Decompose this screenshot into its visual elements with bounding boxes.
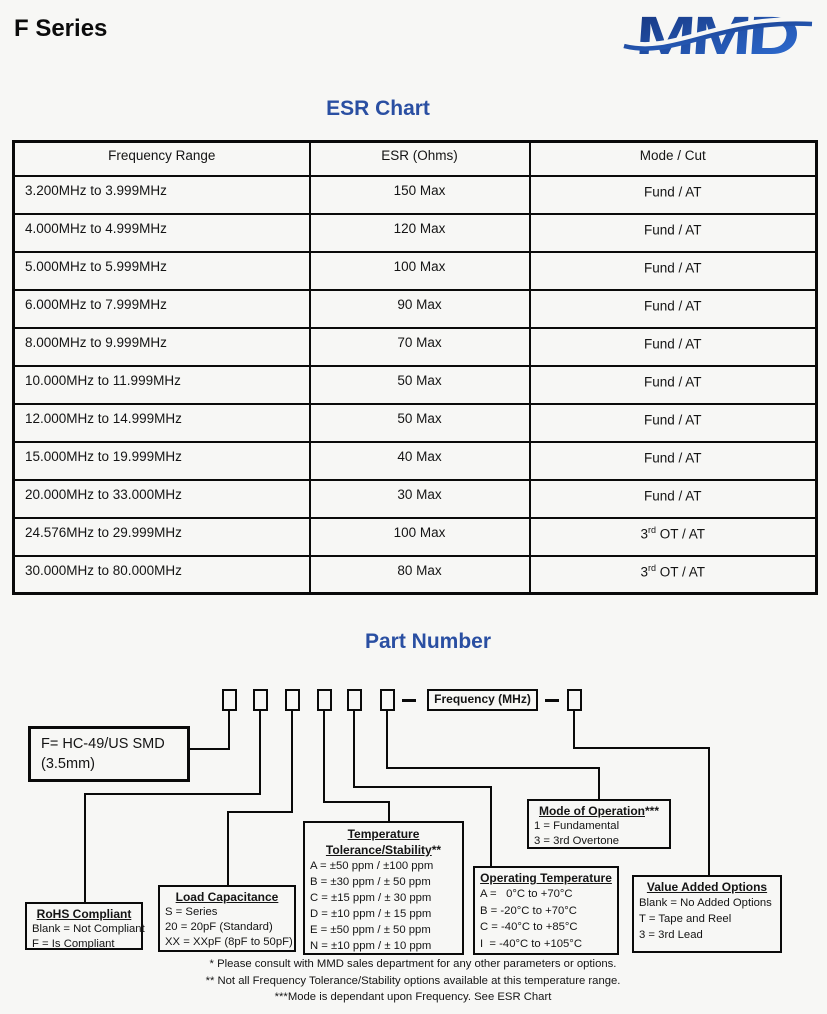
freq-range-cell: 8.000MHz to 9.999MHz bbox=[14, 328, 310, 366]
footnote-3: ***Mode is dependant upon Frequency. See ESR Chart bbox=[274, 991, 552, 1003]
pn-char-box-6 bbox=[380, 689, 395, 711]
pn-char-box-2 bbox=[253, 689, 268, 711]
operating-temperature-item: A = 0°C to +70°C bbox=[480, 888, 573, 900]
connector-line bbox=[228, 711, 230, 750]
temperature-tolerance-box bbox=[303, 821, 464, 955]
temp-tol-title-line1: Temperature bbox=[347, 827, 420, 841]
pn-char-box-7 bbox=[567, 689, 582, 711]
frequency-box: Frequency (MHz) bbox=[427, 689, 538, 711]
mode-cut-cell: Fund / AT bbox=[530, 252, 817, 290]
esr-cell: 30 Max bbox=[310, 480, 530, 518]
freq-range-cell: 5.000MHz to 5.999MHz bbox=[14, 252, 310, 290]
footnote-2: ** Not all Frequency Tolerance/Stability options available at this temperature range. bbox=[205, 974, 621, 987]
value-added-options-item: T = Tape and Reel bbox=[639, 913, 732, 925]
mmd-logo-icon bbox=[622, 6, 814, 62]
operating-temperature-title: Operating Temperature bbox=[480, 871, 612, 885]
table-row bbox=[14, 214, 817, 252]
mode-cut-cell: Fund / AT bbox=[530, 442, 817, 480]
col-header-esr-ohms: ESR (Ohms) bbox=[310, 142, 530, 176]
table-row bbox=[14, 176, 817, 214]
series-line2: (3.5mm) bbox=[41, 756, 95, 772]
connector-line bbox=[353, 786, 492, 788]
table-row bbox=[14, 442, 817, 480]
freq-range-cell: 20.000MHz to 33.000MHz bbox=[14, 480, 310, 518]
load-capacitance-item: XX = XXpF (8pF to 50pF) bbox=[165, 936, 293, 948]
temp-tol-item: A = ±50 ppm / ±100 ppm bbox=[310, 860, 434, 872]
value-added-options-box bbox=[632, 875, 782, 953]
esr-cell: 80 Max bbox=[310, 556, 530, 594]
operating-temperature-item: I = -40°C to +105°C bbox=[480, 937, 582, 950]
freq-range-cell: 6.000MHz to 7.999MHz bbox=[14, 290, 310, 328]
connector-line bbox=[190, 748, 230, 750]
connector-line bbox=[84, 793, 261, 795]
temp-tol-item: E = ±50 ppm / ± 50 ppm bbox=[310, 924, 431, 936]
mode-cut-cell: Fund / AT bbox=[530, 176, 817, 214]
freq-range-cell: 30.000MHz to 80.000MHz bbox=[14, 556, 310, 594]
mode-of-operation-title: Mode of Operation*** bbox=[538, 804, 659, 818]
connector-line bbox=[386, 767, 600, 769]
col-header-frequency-range: Frequency Range bbox=[14, 142, 310, 176]
operating-temperature-box bbox=[473, 866, 619, 955]
temp-tol-item: N = ±10 ppm / ± 10 ppm bbox=[310, 940, 432, 952]
connector-line bbox=[227, 811, 229, 886]
page-title: F Series bbox=[14, 15, 108, 42]
mode-cut-cell: Fund / AT bbox=[530, 404, 817, 442]
esr-cell: 70 Max bbox=[310, 328, 530, 366]
operating-temperature-item: C = -40°C to +85°C bbox=[480, 921, 578, 933]
table-row bbox=[14, 556, 817, 594]
connector-line bbox=[598, 767, 600, 800]
mode-cut-cell: Fund / AT bbox=[530, 328, 817, 366]
connector-line bbox=[227, 811, 293, 813]
load-capacitance-item: 20 = 20pF (Standard) bbox=[165, 921, 273, 933]
pn-char-box-4 bbox=[317, 689, 332, 711]
connector-line bbox=[323, 801, 390, 803]
esr-chart-heading: ESR Chart bbox=[326, 97, 430, 120]
connector-line bbox=[386, 711, 388, 769]
temp-tol-title-line2: Tolerance/Stability** bbox=[325, 843, 442, 857]
esr-cell: 50 Max bbox=[310, 404, 530, 442]
freq-range-cell: 3.200MHz to 3.999MHz bbox=[14, 176, 310, 214]
load-capacitance-item: S = Series bbox=[165, 906, 218, 918]
value-added-options-item: 3 = 3rd Lead bbox=[639, 929, 703, 941]
rohs-item: Blank = Not Compliant bbox=[32, 923, 145, 935]
connector-line bbox=[573, 747, 710, 749]
mmd-logo-text: MMD bbox=[633, 6, 758, 62]
table-row bbox=[14, 328, 817, 366]
connector-line bbox=[573, 711, 575, 749]
mode-cut-cell: Fund / AT bbox=[530, 366, 817, 404]
operating-temperature-item: B = -20°C to +70°C bbox=[480, 904, 577, 917]
rohs-compliant-box bbox=[25, 902, 143, 950]
table-row bbox=[14, 518, 817, 556]
footnote-1: * Please consult with MMD sales department for any other parameters or options. bbox=[209, 958, 617, 970]
mode-of-operation-item: 1 = Fundamental bbox=[534, 820, 620, 832]
footnotes bbox=[18, 956, 808, 1006]
connector-line bbox=[84, 793, 86, 903]
temp-tol-item: C = ±15 ppm / ± 30 ppm bbox=[310, 892, 432, 904]
load-capacitance-box bbox=[158, 885, 296, 952]
connector-line bbox=[291, 711, 293, 813]
freq-range-cell: 10.000MHz to 11.999MHz bbox=[14, 366, 310, 404]
esr-cell: 50 Max bbox=[310, 366, 530, 404]
series-line1: F= HC-49/US SMD bbox=[41, 736, 165, 752]
table-row bbox=[14, 290, 817, 328]
esr-cell: 100 Max bbox=[310, 518, 530, 556]
freq-range-cell: 24.576MHz to 29.999MHz bbox=[14, 518, 310, 556]
col-header-mode-cut: Mode / Cut bbox=[530, 142, 817, 176]
dash-separator bbox=[402, 699, 416, 702]
table-row bbox=[14, 366, 817, 404]
temp-tol-item: D = ±10 ppm / ± 15 ppm bbox=[310, 908, 432, 920]
mode-of-operation-box bbox=[527, 799, 671, 849]
part-number-heading: Part Number bbox=[364, 630, 492, 653]
connector-line bbox=[323, 711, 325, 803]
table-row bbox=[14, 404, 817, 442]
freq-range-cell: 12.000MHz to 14.999MHz bbox=[14, 404, 310, 442]
mode-cut-cell: Fund / AT bbox=[530, 214, 817, 252]
rohs-title: RoHS Compliant bbox=[36, 907, 132, 921]
pn-char-box-1 bbox=[222, 689, 237, 711]
load-capacitance-title: Load Capacitance bbox=[175, 890, 279, 904]
connector-line bbox=[490, 786, 492, 868]
esr-cell: 120 Max bbox=[310, 214, 530, 252]
table-row bbox=[14, 252, 817, 290]
dash-separator bbox=[545, 699, 559, 702]
esr-cell: 150 Max bbox=[310, 176, 530, 214]
esr-cell: 40 Max bbox=[310, 442, 530, 480]
mode-cut-cell: Fund / AT bbox=[530, 480, 817, 518]
esr-table bbox=[12, 140, 818, 595]
value-added-options-item: Blank = No Added Options bbox=[639, 897, 772, 909]
value-added-options-title: Value Added Options bbox=[646, 880, 768, 894]
esr-cell: 100 Max bbox=[310, 252, 530, 290]
temp-tol-item: B = ±30 ppm / ± 50 ppm bbox=[310, 876, 431, 888]
connector-line bbox=[708, 747, 710, 876]
pn-char-box-5 bbox=[347, 689, 362, 711]
connector-line bbox=[388, 801, 390, 822]
freq-range-cell: 4.000MHz to 4.999MHz bbox=[14, 214, 310, 252]
mode-cut-cell: Fund / AT bbox=[530, 290, 817, 328]
pn-char-box-3 bbox=[285, 689, 300, 711]
mode-cut-cell: 3rd OT / AT bbox=[530, 556, 817, 594]
rohs-item: F = Is Compliant bbox=[32, 938, 115, 950]
series-description-box bbox=[28, 726, 190, 782]
connector-line bbox=[259, 711, 261, 795]
mode-cut-cell: 3rd OT / AT bbox=[530, 518, 817, 556]
connector-line bbox=[353, 711, 355, 788]
table-row bbox=[14, 480, 817, 518]
mode-of-operation-item: 3 = 3rd Overtone bbox=[534, 835, 620, 847]
esr-table-header-row bbox=[14, 142, 817, 176]
esr-cell: 90 Max bbox=[310, 290, 530, 328]
freq-range-cell: 15.000MHz to 19.999MHz bbox=[14, 442, 310, 480]
